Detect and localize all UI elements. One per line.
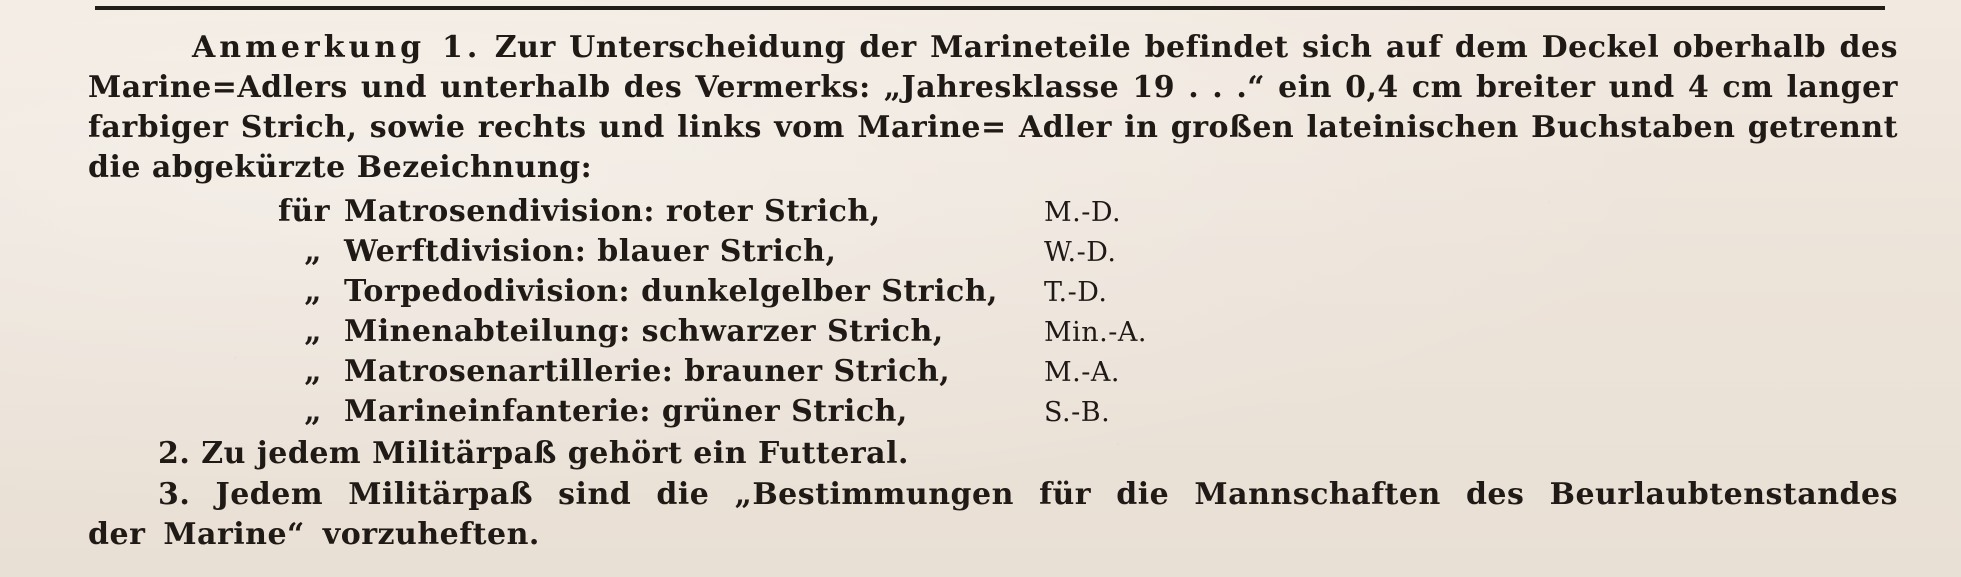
list-item [278, 312, 1898, 352]
list-item-text: Minenabteilung: schwarzer Strich, [344, 314, 944, 349]
list-item-abbreviation: M.-A. [1044, 357, 1120, 388]
list-item-abbreviation: Min.-A. [1044, 317, 1147, 348]
division-color-list [278, 192, 1898, 432]
list-item-marker: „ [304, 234, 322, 269]
list-item-abbreviation: M.-D. [1044, 197, 1122, 228]
list-item [278, 392, 1898, 432]
note-3-paragraph: 3. Jedem Militärpaß sind die „Bestimmungen für die Mannschaften des Beurlaubtenstandes der Marine“ vorzuheften. [88, 477, 1898, 552]
list-item [278, 192, 1898, 232]
list-item-abbreviation: W.-D. [1044, 237, 1117, 268]
list-item [278, 232, 1898, 272]
note-1-body: Zur Unterscheidung der Marineteile befindet sich auf dem Deckel oberhalb des Marine=Adlers und unterhalb des Vermerks: „Jahresklasse 19 . . .“ ein 0,4 cm breiter und 4 cm langer farbiger Strich, sowie rechts und links vom Marine= Adler in großen lateinischen Buchstaben getrennt die abgekürzte Bezeichnung: [88, 30, 1899, 185]
list-item-marker: für [278, 194, 331, 229]
list-item [278, 352, 1898, 392]
list-item [278, 272, 1898, 312]
note-2-paragraph: 2. Zu jedem Militärpaß gehört ein Futteral. [158, 436, 909, 471]
list-item-text: Marineinfanterie: grüner Strich, [344, 394, 908, 429]
list-item-abbreviation: T.-D. [1044, 277, 1108, 308]
list-item-text: Torpedodivision: dunkelgelber Strich, [344, 274, 998, 309]
list-item-marker: „ [304, 354, 322, 389]
note-1-paragraph [88, 28, 1898, 188]
list-item-text: Werftdivision: blauer Strich, [344, 234, 837, 269]
list-item-marker: „ [304, 394, 322, 429]
note-1-label: Anmerkung 1. [192, 30, 482, 65]
list-item-marker: „ [304, 274, 322, 309]
horizontal-rule [95, 6, 1885, 10]
list-item-text: Matrosenartillerie: brauner Strich, [344, 354, 951, 389]
list-item-marker: „ [304, 314, 322, 349]
list-item-abbreviation: S.-B. [1044, 397, 1111, 428]
document-body [88, 28, 1898, 556]
list-item-text: Matrosendivision: roter Strich, [344, 194, 881, 229]
